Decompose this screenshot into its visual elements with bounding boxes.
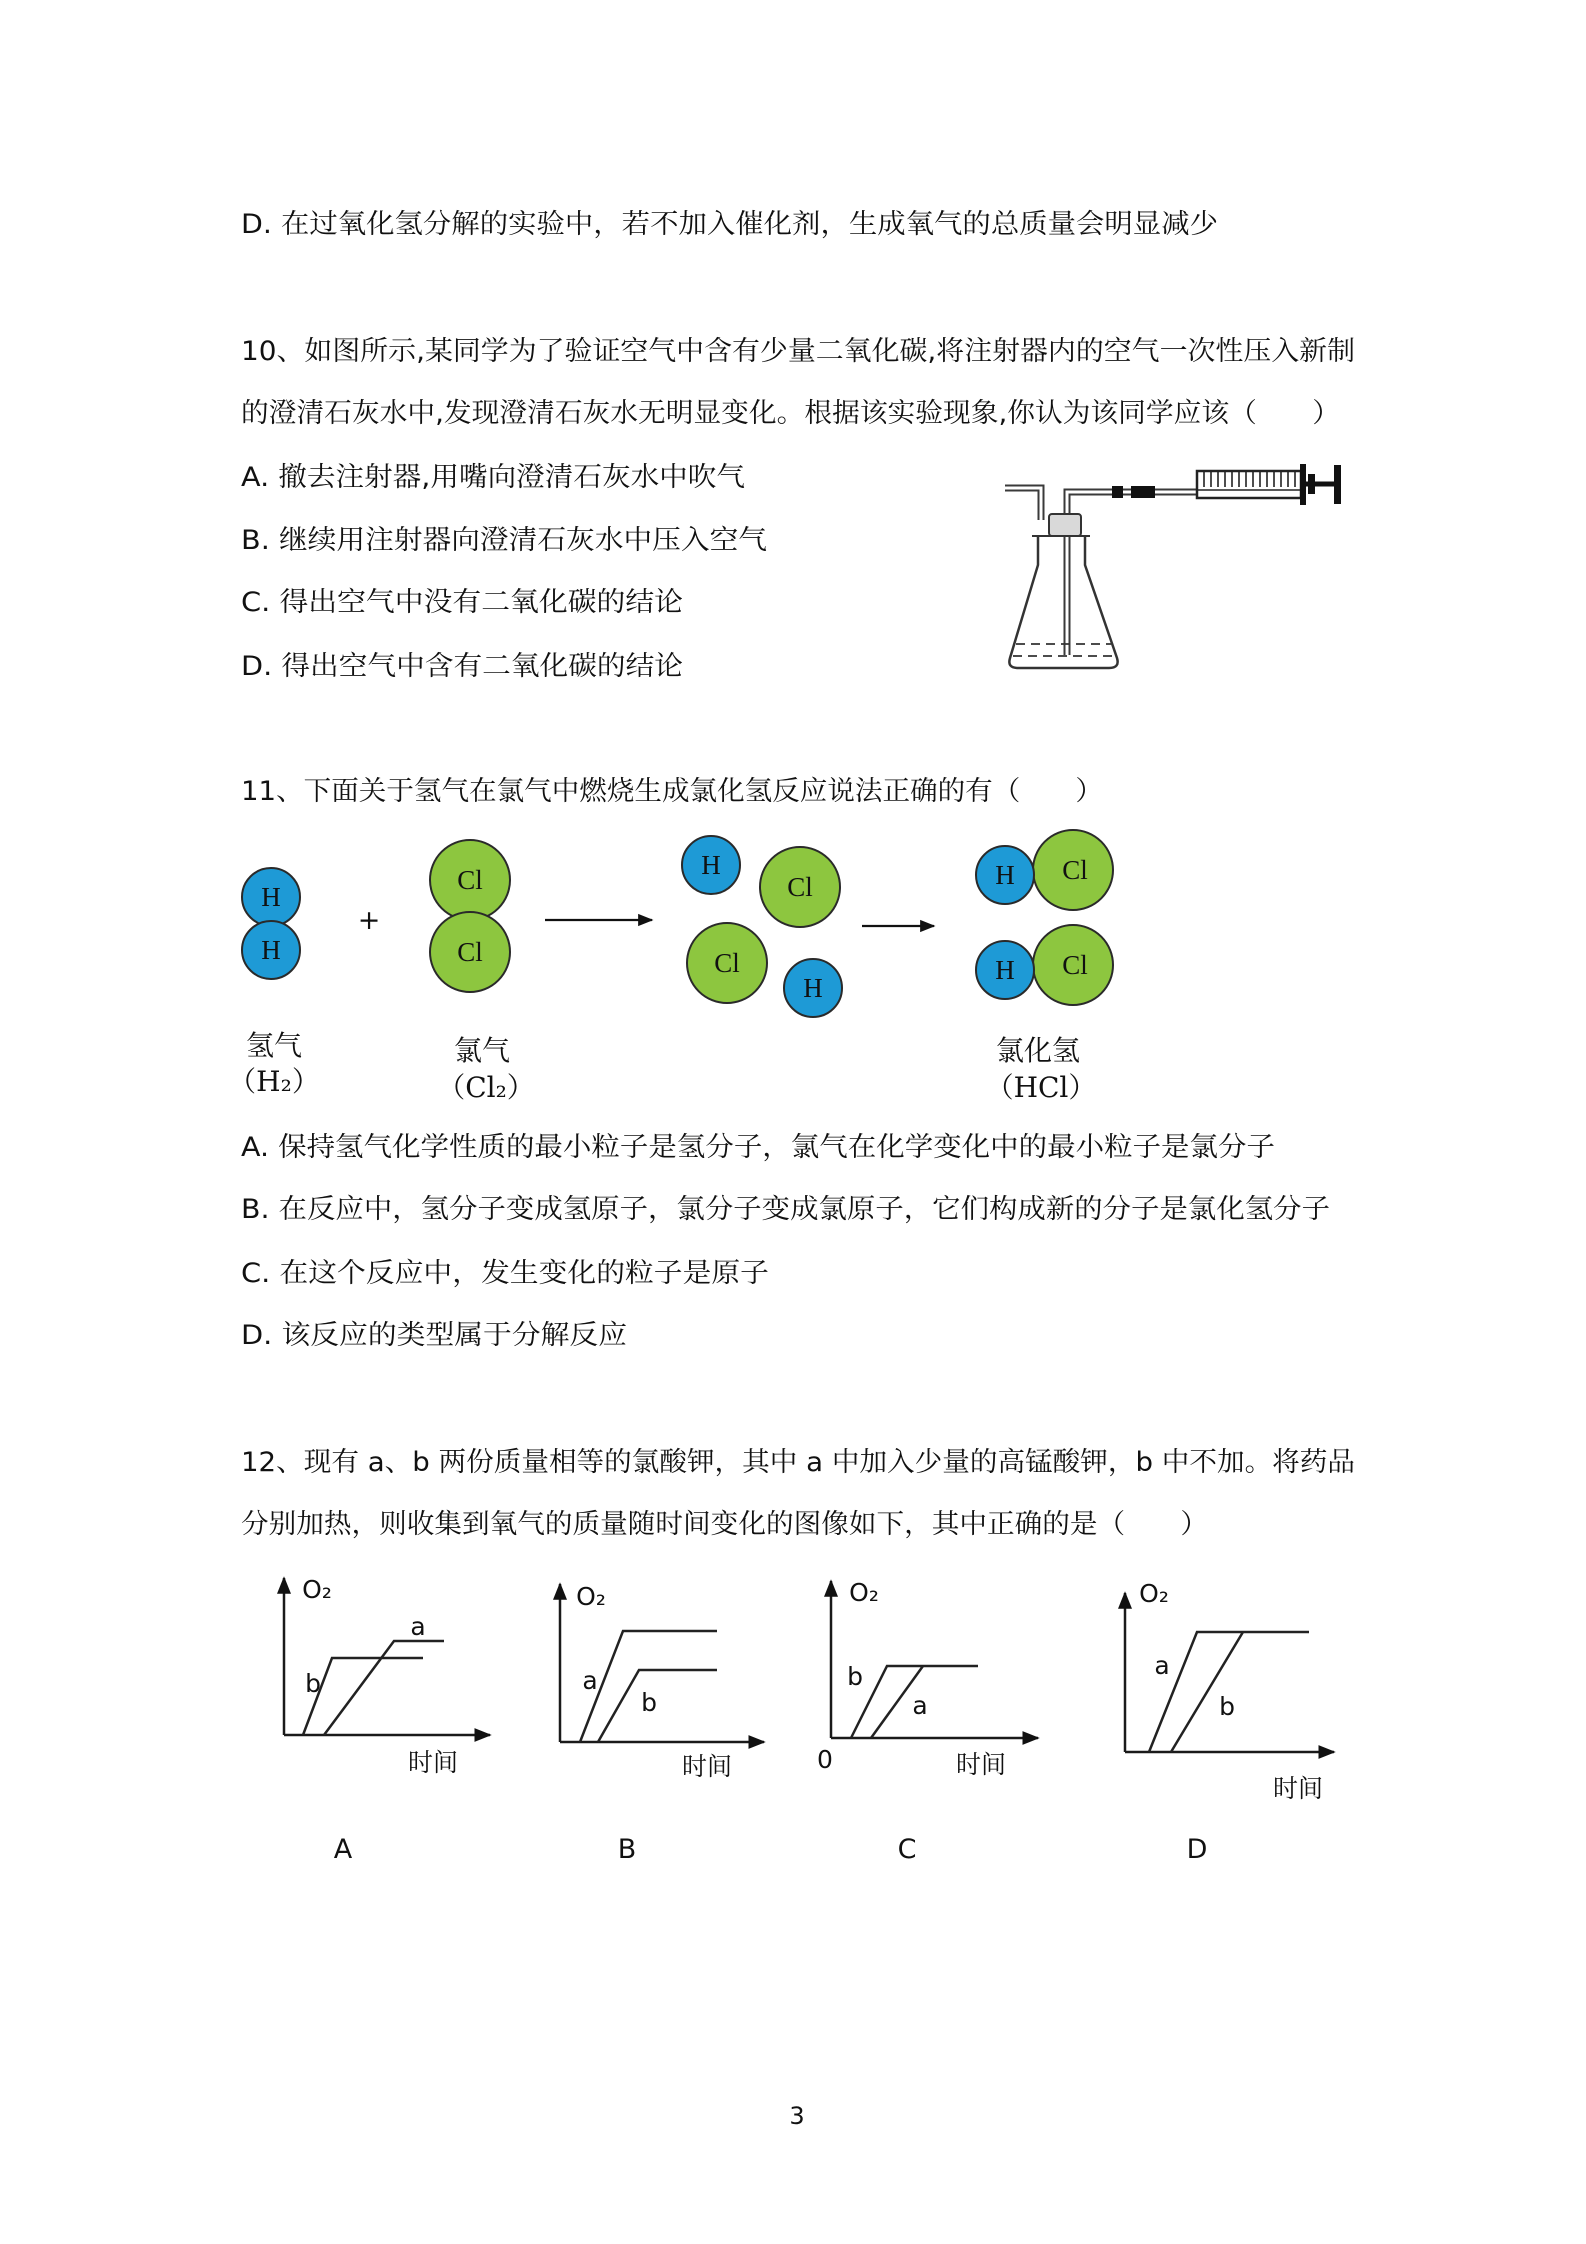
apparatus-diagram — [1005, 464, 1341, 668]
x-axis-label: 时间 — [955, 1750, 1007, 1779]
graph-option-a — [284, 1575, 490, 1865]
q10-stem-line-1: 10、如图所示,某同学为了验证空气中含有少量二氧化碳,将注射器内的空气一次性压入新制 — [241, 336, 1355, 367]
q10-stem-line-2: 的澄清石灰水中,发现澄清石灰水无明显变化。根据该实验现象,你认为该同学应该（ ） — [241, 398, 1340, 429]
separated-atoms — [682, 836, 842, 1017]
atom-symbol: H — [261, 935, 281, 965]
question-11 — [228, 776, 1330, 1351]
curve-a-label: a — [1154, 1651, 1170, 1680]
atom-symbol: Cl — [457, 865, 483, 895]
q11-stem: 11、下面关于氢气在氯气中燃烧生成氯化氢反应说法正确的有（ ） — [241, 776, 1103, 807]
curve-b-label: b — [641, 1688, 657, 1717]
q12-stem-line-2: 分别加热，则收集到氧气的质量随时间变化的图像如下，其中正确的是（ ） — [241, 1509, 1208, 1540]
page-number: 3 — [789, 2102, 805, 2130]
right-delivery-tube — [1067, 492, 1197, 655]
hydrogen-molecule — [242, 868, 300, 979]
curve-b — [598, 1670, 717, 1742]
atom-symbol: H — [995, 955, 1015, 985]
q11-option-c: C. 在这个反应中，发生变化的粒子是原子 — [241, 1258, 769, 1289]
q10-option-d: D. 得出空气中含有二氧化碳的结论 — [241, 651, 683, 682]
origin-label: 0 — [817, 1745, 833, 1774]
hydrogen-chloride-molecule — [976, 925, 1113, 1005]
q12-stem-line-1: 12、现有 a、b 两份质量相等的氯酸钾，其中 a 中加入少量的高锰酸钾，b 中不加。将药品 — [241, 1447, 1355, 1478]
q11-option-d: D. 该反应的类型属于分解反应 — [241, 1320, 627, 1351]
question-12 — [241, 1447, 1355, 1865]
q11-option-a: A. 保持氢气化学性质的最小粒子是氢分子，氯气在化学变化中的最小粒子是氯分子 — [241, 1132, 1275, 1163]
h2-formula-label: （H₂） — [228, 1065, 320, 1098]
y-axis-label: O₂ — [302, 1575, 332, 1604]
graph-option-d — [1125, 1579, 1334, 1865]
atom-symbol: H — [803, 973, 823, 1003]
cl2-name-label: 氯气 — [453, 1034, 511, 1067]
plus-sign: + — [357, 905, 381, 936]
y-axis-label: O₂ — [1139, 1579, 1169, 1608]
curve-a-label: a — [912, 1691, 928, 1720]
x-axis-label: 时间 — [1272, 1774, 1324, 1803]
chlorine-molecule — [430, 840, 510, 992]
h2-name-label: 氢气 — [245, 1029, 303, 1062]
curve-a — [580, 1631, 717, 1742]
graph-option-letter: D — [1186, 1834, 1208, 1865]
graph-option-letter: C — [897, 1834, 917, 1865]
curve-a — [324, 1641, 444, 1735]
q11-option-b: B. 在反应中，氢分子变成氢原子，氯分子变成氯原子，它们构成新的分子是氯化氢分子 — [241, 1194, 1330, 1225]
rubber-stopper — [1049, 514, 1081, 536]
atom-symbol: H — [261, 882, 281, 912]
graph-option-b — [560, 1582, 764, 1865]
syringe — [1197, 464, 1341, 505]
question-10 — [241, 336, 1355, 682]
curve-b — [303, 1658, 423, 1735]
atom-symbol: Cl — [787, 872, 813, 902]
q9-option-d: D. 在过氧化氢分解的实验中，若不加入催化剂，生成氧气的总质量会明显减少 — [241, 209, 1218, 240]
x-axis-label: 时间 — [407, 1748, 459, 1777]
atom-symbol: Cl — [714, 948, 740, 978]
rubber-connector — [1131, 486, 1155, 498]
q10-option-b: B. 继续用注射器向澄清石灰水中压入空气 — [241, 525, 767, 556]
cl2-formula-label: （Cl₂） — [437, 1071, 535, 1104]
y-axis-label: O₂ — [576, 1582, 606, 1611]
hydrogen-chloride-molecule — [976, 830, 1113, 910]
atom-symbol: H — [701, 850, 721, 880]
y-axis-label: O₂ — [849, 1578, 879, 1607]
curve-b-label: b — [1219, 1692, 1235, 1721]
atom-symbol: Cl — [1062, 950, 1088, 980]
hcl-name-label: 氯化氢 — [995, 1034, 1081, 1067]
curve-b-label: b — [847, 1662, 863, 1691]
atom-symbol: Cl — [457, 937, 483, 967]
graph-option-letter: B — [617, 1834, 637, 1865]
rubber-connector — [1112, 486, 1123, 498]
left-delivery-tube — [1005, 488, 1041, 520]
graph-option-letter: A — [333, 1834, 353, 1865]
atom-symbol: H — [995, 860, 1015, 890]
q10-option-c: C. 得出空气中没有二氧化碳的结论 — [241, 587, 683, 618]
curve-a-label: a — [410, 1612, 426, 1641]
hcl-formula-label: （HCl） — [985, 1071, 1097, 1104]
curve-b-label: b — [305, 1669, 321, 1698]
atom-symbol: Cl — [1062, 855, 1088, 885]
q10-option-a: A. 撤去注射器,用嘴向澄清石灰水中吹气 — [241, 462, 745, 493]
reaction-diagram — [228, 830, 1113, 1104]
x-axis-label: 时间 — [681, 1752, 733, 1781]
graph-option-c — [817, 1578, 1038, 1865]
curve-a-label: a — [582, 1666, 598, 1695]
